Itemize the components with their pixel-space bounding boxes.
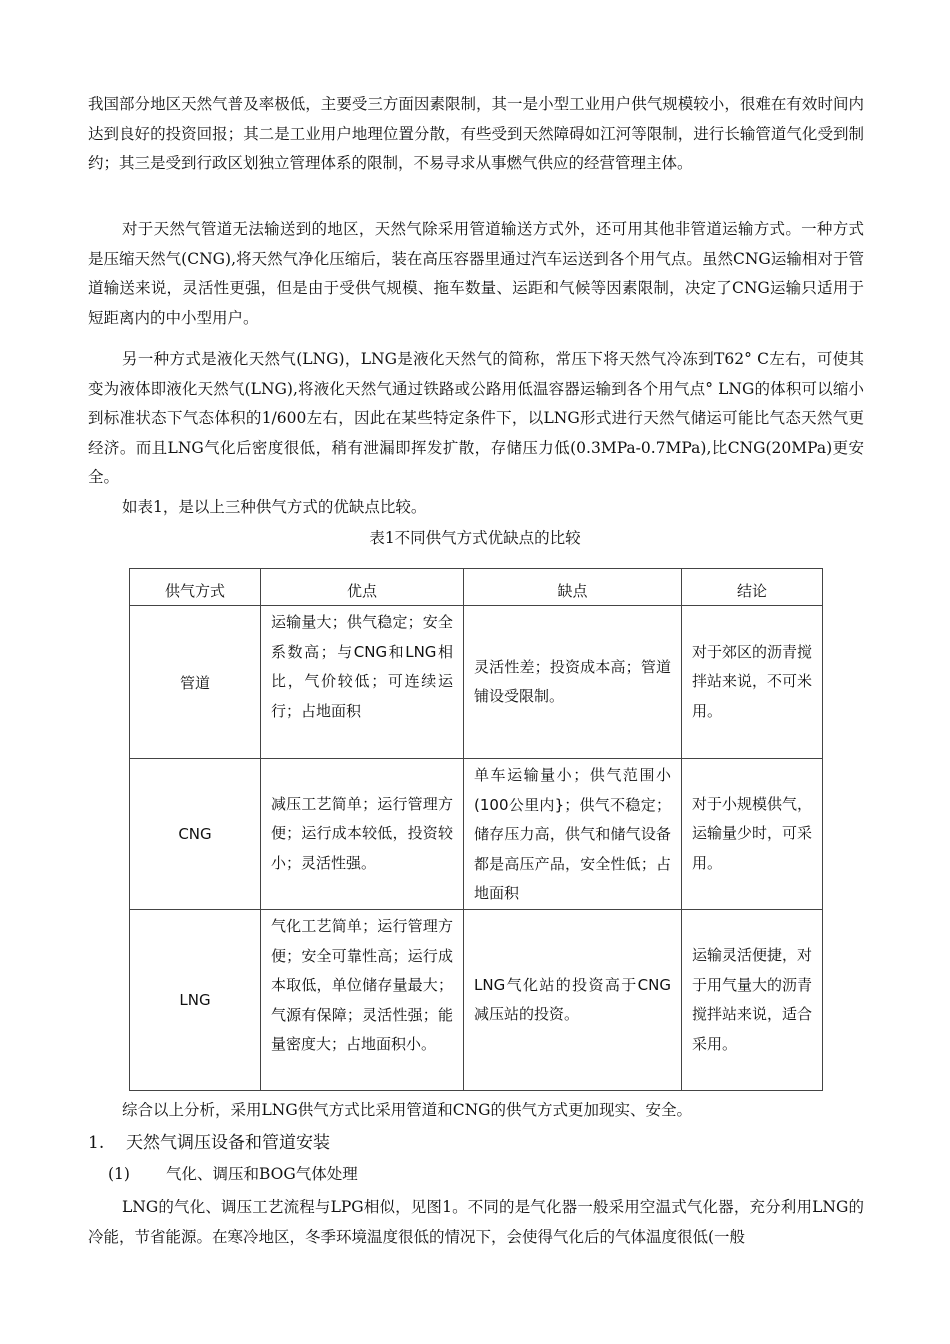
table-header-cell: 供气方式 bbox=[130, 569, 261, 606]
table-caption: 表1不同供气方式优缺点的比较 bbox=[369, 529, 581, 547]
table-header-row bbox=[130, 569, 823, 606]
table-header-cell: 缺点 bbox=[464, 569, 682, 606]
paragraph-vaporization: LNG的气化、调压工艺流程与LPG相似，见图1。不同的是气化器一般采用空温式气化器，充分利用LNG的冷能，节省能源。在寒冷地区，冬季环境温度很低的情况下，会使得气化后的气体温度很低(一般 bbox=[88, 1198, 864, 1246]
comparison-table bbox=[129, 568, 823, 1091]
cons-cell: 灵活性差；投资成本高；管道铺设受限制。 bbox=[464, 606, 682, 759]
table-row bbox=[130, 910, 823, 1091]
table-header-cell: 结论 bbox=[682, 569, 823, 606]
section-heading bbox=[88, 1128, 330, 1153]
paragraph-intro: 我国部分地区天然气普及率极低，主要受三方面因素限制，其一是小型工业用户供气规模较小，很难在有效时间内达到良好的投资回报；其二是工业用户地理位置分散，有些受到天然障碍如江河等限制，进行长输管道气化受到制约；其三是受到行政区划独立管理体系的限制，不易寻求从事燃气供应的经营管理主体。 bbox=[88, 95, 864, 172]
section-number: 1. bbox=[88, 1133, 105, 1153]
conclusion-cell: 对于郊区的沥青搅拌站来说，不可米用。 bbox=[682, 606, 823, 759]
conclusion-cell: 运输灵活便捷，对于用气量大的沥青搅拌站来说，适合采用。 bbox=[682, 910, 823, 1091]
paragraph-summary: 综合以上分析，采用LNG供气方式比采用管道和CNG的供气方式更加现实、安全。 bbox=[122, 1101, 693, 1119]
subsection-title: 气化、调压和BOG气体处理 bbox=[166, 1165, 358, 1183]
cons-cell: 单车运输量小；供气范围小(100公里内}；供气不稳定；储存压力高，供气和储气设备都是高压产品，安全性低；占地面积 bbox=[464, 759, 682, 910]
pros-cell: 气化工艺简单；运行管理方便；安全可靠性高；运行成本取低，单位储存量最大；气源有保障；灵活性强；能量密度大；占地面积小。 bbox=[261, 910, 464, 1091]
method-cell: CNG bbox=[130, 759, 261, 910]
conclusion-cell: 对于小规模供气，运输量少时，可采用。 bbox=[682, 759, 823, 910]
table-row bbox=[130, 606, 823, 759]
method-cell: LNG bbox=[130, 910, 261, 1091]
subsection-number: (1) bbox=[108, 1165, 130, 1183]
paragraph-cng: 对于天然气管道无法输送到的地区，天然气除采用管道输送方式外，还可用其他非管道运输方式。一种方式是压缩天然气(CNG),将天然气净化压缩后，装在高压容器里通过汽车运送到各个用气点。虽然CNG运输相对于管道输送来说，灵活性更强，但是由于受供气规模、拖车数量、运距和气候等因素限制，决定了CNG运输只适用于短距离内的中小型用户。 bbox=[88, 220, 864, 327]
paragraph-lng: 另一种方式是液化天然气(LNG)，LNG是液化天然气的简称，常压下将天然气冷冻到T62° C左右，可使其变为液体即液化天然气(LNG),将液化天然气通过铁路或公路用低温容器运输到各个用气点° LNG的体积可以缩小到标准状态下气态体积的1/600左右，因此在某些特定条件下，以LNG形式进行天然气储运可能比气态天然气更经济。而且LNG气化后密度很低，稍有泄漏即挥发扩散，存储压力低(0.3MPa-0.7MPa),比CNG(20MPa)更安全。 bbox=[88, 350, 864, 486]
table-header-cell: 优点 bbox=[261, 569, 464, 606]
paragraph-table-intro: 如表1，是以上三种供气方式的优缺点比较。 bbox=[122, 498, 427, 516]
cons-cell: LNG气化站的投资高于CNG减压站的投资。 bbox=[464, 910, 682, 1091]
method-cell: 管道 bbox=[130, 606, 261, 759]
table-row bbox=[130, 759, 823, 910]
pros-cell: 运输量大；供气稳定；安全系数高；与CNG和LNG相比，气价较低；可连续运行；占地面积 bbox=[261, 606, 464, 759]
section-title: 天然气调压设备和管道安装 bbox=[126, 1133, 330, 1153]
pros-cell: 减压工艺简单；运行管理方便；运行成本较低，投资较小；灵活性强。 bbox=[261, 759, 464, 910]
subsection-heading bbox=[108, 1162, 358, 1184]
